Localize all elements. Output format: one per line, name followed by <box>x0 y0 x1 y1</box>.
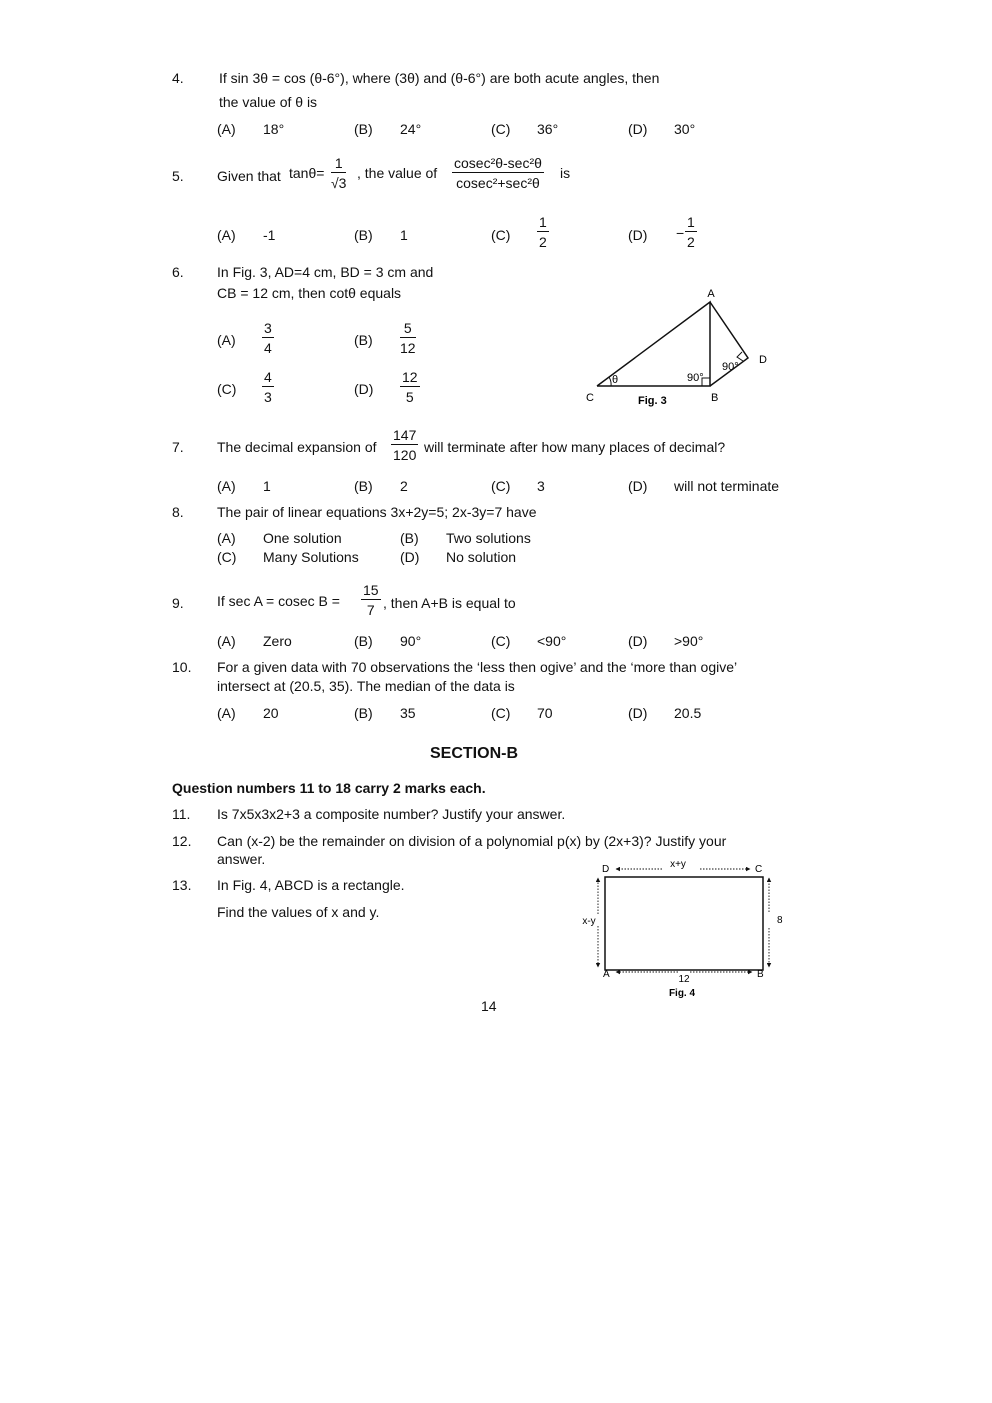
fig3-label-angle-d: 90° <box>722 361 739 373</box>
q12-number: 12. <box>172 833 192 849</box>
q5-option-d-numerator: 1 <box>687 214 695 230</box>
q6-option-b-numerator: 5 <box>400 321 416 338</box>
q10-number: 10. <box>172 659 192 675</box>
q7-fraction <box>391 428 418 462</box>
q7-option-c-value: 3 <box>537 478 545 494</box>
q6-option-b-fraction <box>400 321 416 355</box>
fig3-label-a: A <box>707 288 715 300</box>
q6-text-line2: CB = 12 cm, then cotθ equals <box>217 285 402 301</box>
q8-option-a-value: One solution <box>263 530 342 546</box>
q6-option-b-denominator: 12 <box>400 340 416 356</box>
q8-option-d-label: (D) <box>400 549 420 565</box>
q10-option-c-value: 70 <box>537 705 553 721</box>
q13-number: 13. <box>172 877 192 893</box>
q6-option-c-numerator: 4 <box>264 369 272 385</box>
q7-option-a-value: 1 <box>263 478 271 494</box>
q5-option-c-denominator: 2 <box>539 234 547 250</box>
section-b-title: SECTION-B <box>430 745 518 762</box>
q4-option-b-value: 24° <box>400 121 422 137</box>
q9-option-b-label: (B) <box>354 633 373 649</box>
q5-expression-numerator: cosec²θ-sec²θ <box>454 155 542 171</box>
q10-option-c-label: (C) <box>491 705 511 721</box>
fig3-label-b: B <box>711 392 719 404</box>
q7-number: 7. <box>172 439 184 455</box>
q7-denominator: 120 <box>393 447 417 463</box>
fig3-label-c: C <box>586 392 594 404</box>
q6-option-d-numerator: 12 <box>402 369 418 385</box>
q7-option-a-label: (A) <box>217 478 236 494</box>
q4-option-a-label: (A) <box>217 121 236 137</box>
fig4-caption: Fig. 4 <box>668 988 696 999</box>
q5-option-a-label: (A) <box>217 227 236 243</box>
q7-option-d-label: (D) <box>628 478 648 494</box>
q5-expression-denominator: cosec²+sec²θ <box>456 175 540 191</box>
fig4-label-d: D <box>602 864 610 875</box>
q6-option-a-fraction <box>262 321 274 355</box>
q8-option-b-label: (B) <box>400 530 419 546</box>
q9-number: 9. <box>172 595 184 611</box>
q13-text-line2: Find the values of x and y. <box>217 904 380 920</box>
q4-option-a-value: 18° <box>263 121 285 137</box>
q4-option-b-label: (B) <box>354 121 373 137</box>
q6-option-d-label: (D) <box>354 381 374 397</box>
q7-option-b-value: 2 <box>400 478 408 494</box>
q10-text-line1: For a given data with 70 observations the ‘less then ogive’ and the ‘more than ogive’ <box>217 659 738 675</box>
fig3-right-angle-d <box>737 352 743 361</box>
q12-text-line2: answer. <box>217 851 266 867</box>
q4-option-c-value: 36° <box>537 121 559 137</box>
q9-option-c-value: <90° <box>537 633 567 649</box>
q5-option-d-label: (D) <box>628 227 648 243</box>
fig4-label-a: A <box>603 969 610 980</box>
fig4-label-top: x+y <box>670 859 686 870</box>
q4-text-line1: If sin 3θ = cos (θ-6°), where (3θ) and (θ-6°) are both acute angles, then <box>219 70 660 86</box>
q5-expression-fraction <box>452 156 544 190</box>
q5-tan-numerator: 1 <box>331 156 346 173</box>
q7-option-d-value: will not terminate <box>674 478 780 494</box>
fig3-label-theta: θ <box>612 374 619 386</box>
q6-option-c-label: (C) <box>217 381 237 397</box>
q9-fraction <box>361 583 381 617</box>
q5-tan-fraction <box>331 156 346 190</box>
fig3-triangle-diagram <box>575 280 775 410</box>
q8-number: 8. <box>172 504 184 520</box>
page-number: 14 <box>481 998 497 1014</box>
q10-option-a-value: 20 <box>263 705 279 721</box>
fig3-caption: Fig. 3 <box>638 395 667 407</box>
q13-text-line1: In Fig. 4, ABCD is a rectangle. <box>217 877 405 893</box>
section-b-instruction: Question numbers 11 to 18 carry 2 marks each. <box>172 780 486 796</box>
q4-number: 4. <box>172 70 184 86</box>
q10-option-a-label: (A) <box>217 705 236 721</box>
q5-number: 5. <box>172 168 184 184</box>
q9-pre-text: If sec A = cosec B = <box>217 593 340 609</box>
fig3-label-angle-b: 90° <box>687 372 704 384</box>
fig4-label-right: 8 <box>777 915 783 926</box>
q7-option-b-label: (B) <box>354 478 373 494</box>
q9-post-text: , then A+B is equal to <box>383 595 516 611</box>
q12-text-line1: Can (x-2) be the remainder on division of a polynomial p(x) by (2x+3)? Justify your <box>217 833 727 849</box>
q7-option-c-label: (C) <box>491 478 511 494</box>
q9-option-b-value: 90° <box>400 633 422 649</box>
q10-option-d-label: (D) <box>628 705 648 721</box>
q5-option-c-label: (C) <box>491 227 511 243</box>
q6-option-c-denominator: 3 <box>264 389 272 405</box>
fig4-label-c: C <box>755 864 763 875</box>
fig4-rectangle-abcd <box>605 877 763 970</box>
q9-option-a-value: Zero <box>263 633 292 649</box>
q11-number: 11. <box>172 806 191 822</box>
q10-option-d-value: 20.5 <box>674 705 702 721</box>
q6-option-a-label: (A) <box>217 332 236 348</box>
q9-denominator: 7 <box>366 602 375 618</box>
q6-number: 6. <box>172 264 184 280</box>
q7-post-text: will terminate after how many places of decimal? <box>424 439 726 455</box>
fig4-label-b: B <box>757 969 764 980</box>
q5-option-b-label: (B) <box>354 227 373 243</box>
q8-option-c-label: (C) <box>217 549 237 565</box>
q5-option-d-fraction <box>685 215 697 249</box>
fig3-segment-ad-db <box>710 302 748 386</box>
q8-option-c-value: Many Solutions <box>263 549 359 565</box>
q8-option-a-label: (A) <box>217 530 236 546</box>
q9-option-d-label: (D) <box>628 633 648 649</box>
q11-text: Is 7x5x3x2+3 a composite number? Justify your answer. <box>217 806 566 822</box>
q5-option-b-value: 1 <box>400 227 408 243</box>
fig3-label-d: D <box>759 354 767 366</box>
q7-numerator: 147 <box>393 427 417 443</box>
q8-option-d-value: No solution <box>446 549 517 565</box>
q5-given: Given that <box>217 168 281 184</box>
fig4-rectangle-diagram <box>570 852 790 1004</box>
q8-option-b-value: Two solutions <box>446 530 531 546</box>
q4-text-line2: the value of θ is <box>219 94 318 110</box>
q9-option-a-label: (A) <box>217 633 236 649</box>
q7-pre-text: The decimal expansion of <box>217 439 377 455</box>
q6-option-c-fraction <box>262 370 274 404</box>
q5-tan-denominator: √3 <box>331 175 347 191</box>
q6-option-d-denominator: 5 <box>405 389 414 405</box>
q5-option-a-value: -1 <box>263 227 276 243</box>
q10-option-b-value: 35 <box>400 705 416 721</box>
q6-option-a-denominator: 4 <box>264 340 272 356</box>
q6-option-a-numerator: 3 <box>264 320 272 336</box>
q9-option-c-label: (C) <box>491 633 511 649</box>
q5-option-d-sign: − <box>676 225 685 241</box>
q6-option-b-label: (B) <box>354 332 373 348</box>
q5-option-c-numerator: 1 <box>539 214 547 230</box>
fig3-theta-arc <box>609 377 611 386</box>
q4-option-d-label: (D) <box>628 121 648 137</box>
q10-option-b-label: (B) <box>354 705 373 721</box>
q8-text: The pair of linear equations 3x+2y=5; 2x-3y=7 have <box>217 504 537 520</box>
q4-option-d-value: 30° <box>674 121 696 137</box>
q10-text-line2: intersect at (20.5, 35). The median of the data is <box>217 678 515 694</box>
fig4-label-bottom: 12 <box>678 974 690 985</box>
fig4-label-left: x-y <box>582 916 596 927</box>
q4-option-c-label: (C) <box>491 121 511 137</box>
q9-option-d-value: >90° <box>674 633 704 649</box>
q5-option-c-fraction <box>537 215 549 249</box>
q5-is: is <box>560 165 571 181</box>
q6-text-line1: In Fig. 3, AD=4 cm, BD = 3 cm and <box>217 264 434 280</box>
q9-numerator: 15 <box>363 582 379 598</box>
q5-option-d-denominator: 2 <box>687 234 695 250</box>
q6-option-d-fraction <box>400 370 420 404</box>
q5-mid-text: , the value of <box>357 165 438 181</box>
q5-tan-lhs: tanθ= <box>289 165 325 181</box>
